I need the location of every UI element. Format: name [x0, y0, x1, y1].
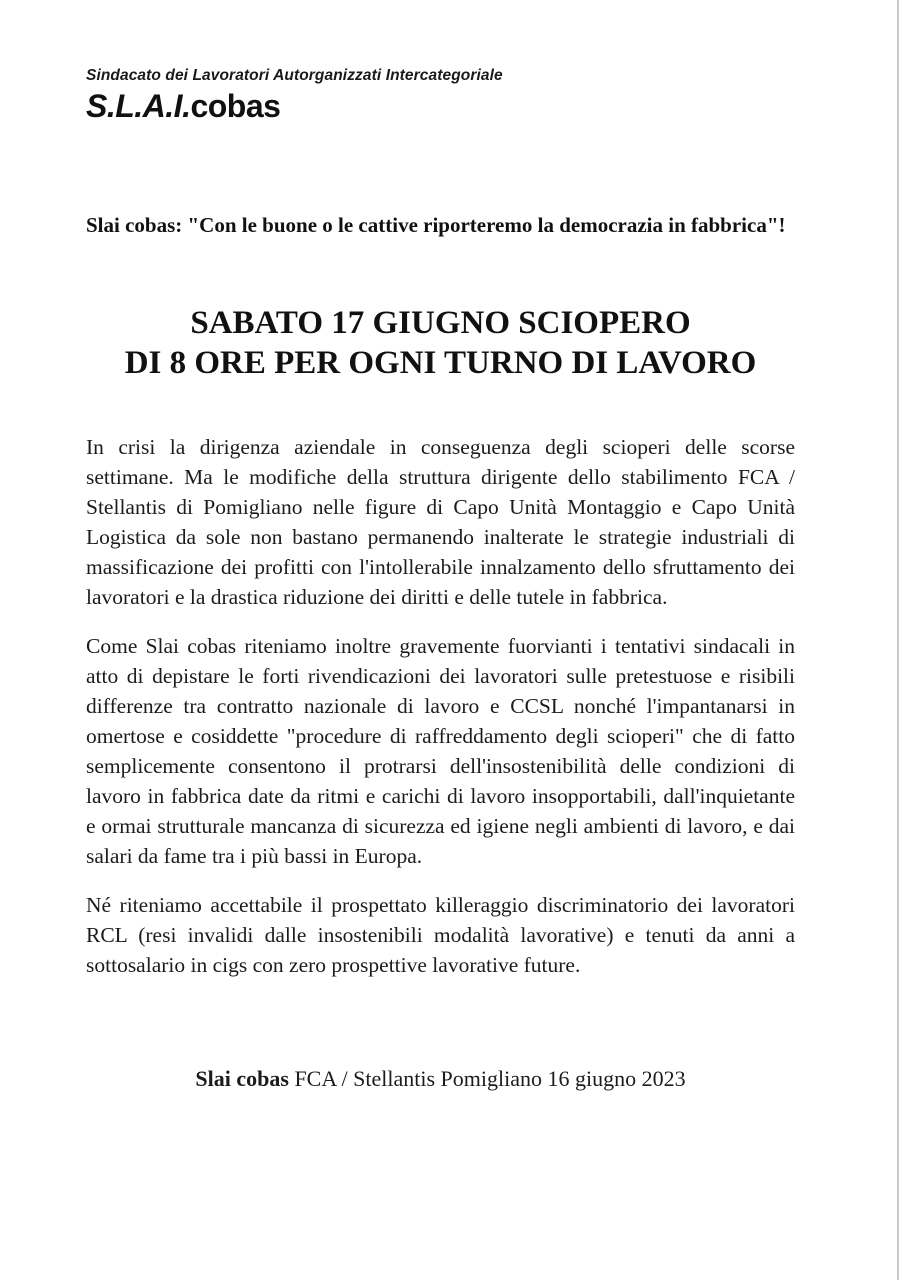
- signature-line: [86, 1065, 795, 1092]
- paragraph-2: Come Slai cobas riteniamo inoltre gravemente fuorvianti i tentativi sindacali in atto di depistare le forti rivendicazioni dei lavoratori sulle pretestuose e risibili differenze tra contratto nazionale di lavoro e CCSL nonché l'impantanarsi in omertose e cosiddette "procedure di raffreddamento degli scioperi" che di fatto semplicemente consentono il protrarsi dell'insostenibilità delle condizioni di lavoro in fabbrica date da ritmi e carichi di lavoro insopportabili, dall'inquietante e ormai strutturale mancanza di sicurezza ed igiene negli ambienti di lavoro, e dai salari da fame tra i più bassi in Europa.: [86, 634, 795, 868]
- slogan-line: Slai cobas: "Con le buone o le cattive riporteremo la democrazia in fabbrica"!: [86, 213, 786, 237]
- paragraph-1: In crisi la dirigenza aziendale in conseguenza degli scioperi delle scorse settimane. Ma le modifiche della struttura dirigente dello stabilimento FCA / Stellantis di Pomigliano nelle figure di Capo Unità Montaggio e Capo Unità Logistica da sole non bastano permanendo inalterate le strategie industriali di massificazione dei profitti con l'intollerabile innalzamento dello sfruttamento dei lavoratori e la drastica riduzione dei diritti e delle tutele in fabbrica.: [86, 435, 795, 609]
- headline: [86, 303, 795, 383]
- headline-line1: SABATO 17 GIUGNO SCIOPERO: [190, 305, 691, 341]
- org-subtitle: Sindacato dei Lavoratori Autorganizzati Intercategoriale: [86, 67, 503, 84]
- scan-edge-line: [897, 0, 899, 1280]
- headline-line2: DI 8 ORE PER OGNI TURNO DI LAVORO: [124, 345, 757, 381]
- org-logo-acronym: S.L.A.I.: [86, 88, 191, 124]
- org-logo-suffix: cobas: [190, 88, 281, 124]
- signature-place-date: FCA / Stellantis Pomigliano 16 giugno 2023: [288, 1066, 686, 1091]
- org-logo: [86, 87, 795, 125]
- signature-org: Slai cobas: [195, 1066, 289, 1091]
- paragraph-3: Né riteniamo accettabile il prospettato killeraggio discriminatorio dei lavoratori RCL (resi invalidi dalle insostenibili modalità lavorative) e tenuti da anni a sottosalario in cigs con zero prospettive lavorative future.: [86, 893, 795, 977]
- org-header: [86, 66, 795, 125]
